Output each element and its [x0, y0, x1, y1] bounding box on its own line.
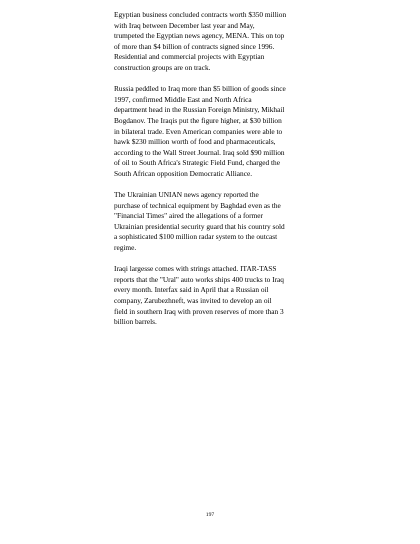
text-line: "Financial Times" aired the allegations of a former	[114, 211, 263, 221]
text-line: construction groups are on track.	[114, 62, 211, 72]
text-line: hawk $230 million worth of food and pharmaceuticals,	[114, 137, 276, 147]
text-line: purchase of technical equipment by Baghdad even as the	[114, 200, 281, 210]
text-line: field in southern Iraq with proven reserves of more than 3	[114, 306, 284, 316]
text-line: regime.	[114, 243, 137, 253]
body-text	[114, 10, 314, 338]
text-line: South African opposition Democratic Alliance.	[114, 168, 253, 178]
text-line: a sophisticated $100 million radar system to the outcast	[114, 232, 278, 242]
text-line: reports that the "Ural" auto works ships 400 trucks to Iraq	[114, 274, 284, 284]
text-line: Residential and commercial projects with Egyptian	[114, 52, 265, 62]
text-line: Ukrainian presidential security guard that his country sold	[114, 221, 285, 231]
text-line: Egyptian business concluded contracts worth $350 million	[114, 10, 287, 19]
text-line: of more than $4 billion of contracts signed since 1996.	[114, 41, 275, 51]
text-line: every month. Interfax said in April that a Russian oil	[114, 285, 269, 295]
text-line: The Ukrainian UNIAN news agency reported the	[114, 190, 259, 200]
text-line: Russia peddled to Iraq more than $5 billion of goods since	[114, 84, 286, 94]
paragraph-ukraine-radar	[114, 190, 314, 254]
paragraph-russia-trade	[114, 84, 314, 179]
text-line: 1997, confirmed Middle East and North Africa	[114, 94, 252, 104]
page-number: 197	[205, 512, 215, 518]
text-line: Bogdanov. The Iraqis put the figure higher, at $30 billion	[114, 115, 282, 125]
paragraph-egypt-contracts	[114, 10, 314, 74]
text-line: company, Zarubezhneft, was invited to develop an oil	[114, 296, 272, 306]
paragraph-iraqi-largesse	[114, 264, 314, 328]
text-line: trumpeted the Egyptian news agency, MENA. This on top	[114, 31, 285, 41]
text-line: department head in the Russian Foreign Ministry, Mikhail	[114, 105, 285, 115]
text-line: according to the Wall Street Journal. Iraq sold $90 million	[114, 147, 285, 157]
text-line: Iraqi largesse comes with strings attached. ITAR-TASS	[114, 264, 277, 274]
text-line: with Iraq between December last year and May,	[114, 20, 255, 30]
text-line: of oil to South Africa's Strategic Field Fund, charged the	[114, 158, 280, 168]
text-line: in bilateral trade. Even American companies were able to	[114, 126, 283, 136]
text-line: billion barrels.	[114, 317, 157, 327]
